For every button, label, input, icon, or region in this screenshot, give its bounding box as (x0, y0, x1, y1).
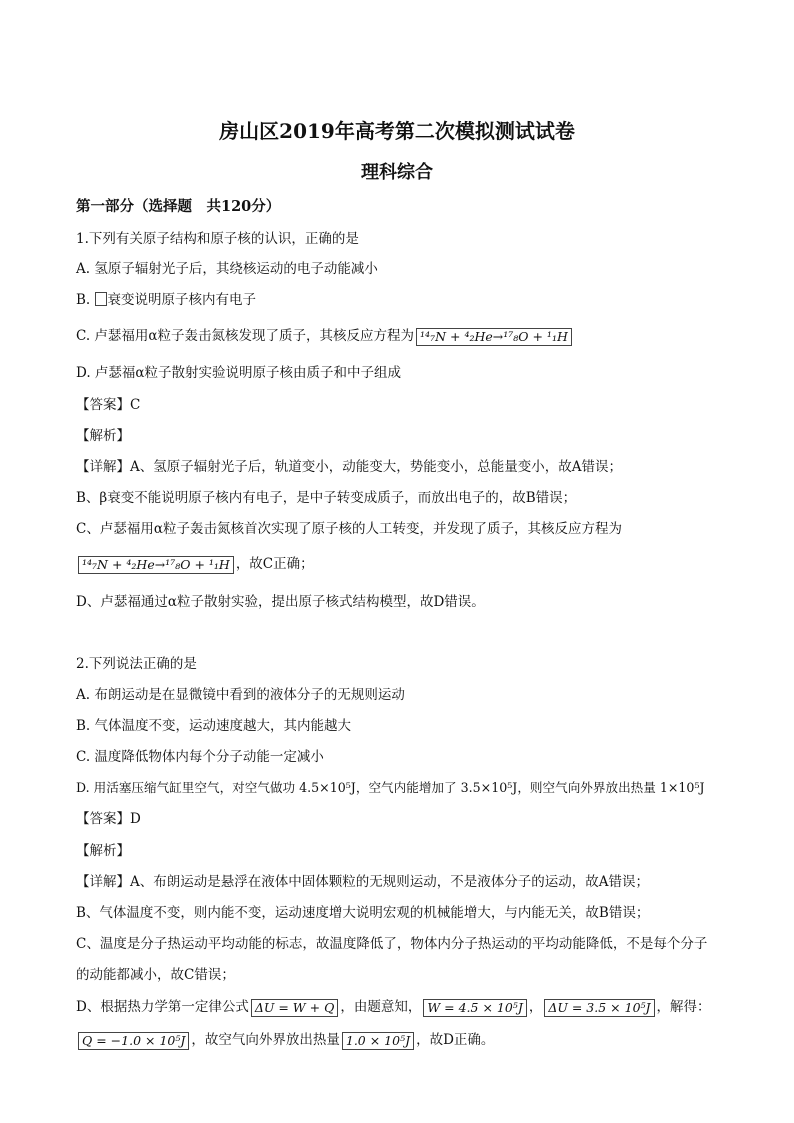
q2-option-a: A. 布朗运动是在显微镜中看到的液体分子的无规则运动 (76, 687, 405, 703)
q2-detail-d-cont (76, 1031, 494, 1050)
q1-option-a: A. 氢原子辐射光子后，其绕核运动的电子动能减小 (76, 261, 378, 277)
q1-option-d: D. 卢瑟福α粒子散射实验说明原子核由质子和中子组成 (76, 365, 402, 381)
q1-option-c (76, 327, 574, 346)
q1-detail-b: B、β衰变不能说明原子核内有电子，是中子转变成质子，而放出电子的，故B错误； (76, 490, 577, 506)
q2-formula-heat-released: 1.0 × 10⁵J (342, 1032, 414, 1050)
page-title: 房山区2019年高考第二次模拟测试试卷 (219, 119, 575, 143)
q1-option-b-prefix: B. (76, 292, 95, 308)
q2-detail-c-cont: 的动能都减小，故C错误； (76, 967, 235, 983)
q2-detail-c: C、温度是分子热运动平均动能的标志，故温度降低了，物体内分子热运动的平均动能降低，不是每个分子 (76, 936, 708, 952)
q1-detail-c-end: ，故C正确； (235, 556, 314, 572)
q2-detail-d-end: ，解得： (656, 999, 711, 1015)
section-heading: 第一部分（选择题 共120分） (76, 198, 281, 215)
q1-option-b (76, 291, 256, 309)
q1-detail-c: C、卢瑟福用α粒子轰击氮核首次实现了原子核的人工转变，并发现了质子，其核反应方程为 (76, 521, 622, 537)
q1-detail-formula: ¹⁴₇N + ⁴₂He→¹⁷₈O + ¹₁H (78, 556, 234, 574)
q1-detail-c-cont (76, 555, 314, 574)
page-subtitle: 理科综合 (361, 162, 433, 183)
q2-formula-heat: Q = −1.0 × 10⁵J (78, 1032, 189, 1050)
q2-stem: 2.下列说法正确的是 (76, 656, 197, 672)
q1-option-b-text: 衰变说明原子核内有电子 (107, 292, 257, 308)
q1-answer: 【答案】C (76, 397, 141, 413)
q2-formula-first-law: ΔU = W + Q (251, 999, 339, 1017)
q2-option-d: D. 用活塞压缩气缸里空气，对空气做功 4.5×10⁵J，空气内能增加了 3.5×10⁵J，则空气向外界放出热量 1×10⁵J (76, 780, 705, 795)
q2-detail-d (76, 998, 711, 1017)
q2-formula-work: W = 4.5 × 10⁵J (423, 999, 527, 1017)
q2-detail-d-cont-mid: ，故空气向外界放出热量 (191, 1032, 340, 1048)
q2-option-c: C. 温度降低物体内每个分子动能一定减小 (76, 749, 324, 765)
q2-detail-d-text: D、根据热力学第一定律公式 (76, 999, 249, 1015)
q2-answer: 【答案】D (76, 811, 141, 827)
q1-option-c-formula: ¹⁴₇N + ⁴₂He→¹⁷₈O + ¹₁H (416, 328, 572, 346)
q2-detail-d-cont-end: ，故D正确。 (416, 1032, 495, 1048)
q2-formula-delta-u: ΔU = 3.5 × 10⁵J (544, 999, 654, 1017)
q1-stem: 1.下列有关原子结构和原子核的认识，正确的是 (76, 231, 359, 247)
missing-glyph-box (95, 292, 107, 306)
q2-detail-a: 【详解】A、布朗运动是悬浮在液体中固体颗粒的无规则运动，不是液体分子的运动，故A错误； (76, 874, 649, 890)
q1-detail-d: D、卢瑟福通过α粒子散射实验，提出原子核式结构模型，故D错误。 (76, 594, 485, 610)
q1-analysis-label: 【解析】 (76, 428, 130, 444)
q2-analysis-label: 【解析】 (76, 843, 130, 859)
q2-detail-d-mid1: ，由题意知， (340, 999, 422, 1015)
q2-detail-b: B、气体温度不变，则内能不变，运动速度增大说明宏观的机械能增大，与内能无关，故B错误； (76, 905, 650, 921)
q2-option-b: B. 气体温度不变，运动速度越大，其内能越大 (76, 718, 352, 734)
q2-detail-d-mid2: ， (528, 999, 543, 1015)
q1-option-c-text: C. 卢瑟福用α粒子轰击氮核发现了质子，其核反应方程为 (76, 328, 415, 344)
q1-detail-a: 【详解】A、氢原子辐射光子后，轨道变小，动能变大，势能变小，总能量变小，故A错误； (76, 459, 622, 475)
